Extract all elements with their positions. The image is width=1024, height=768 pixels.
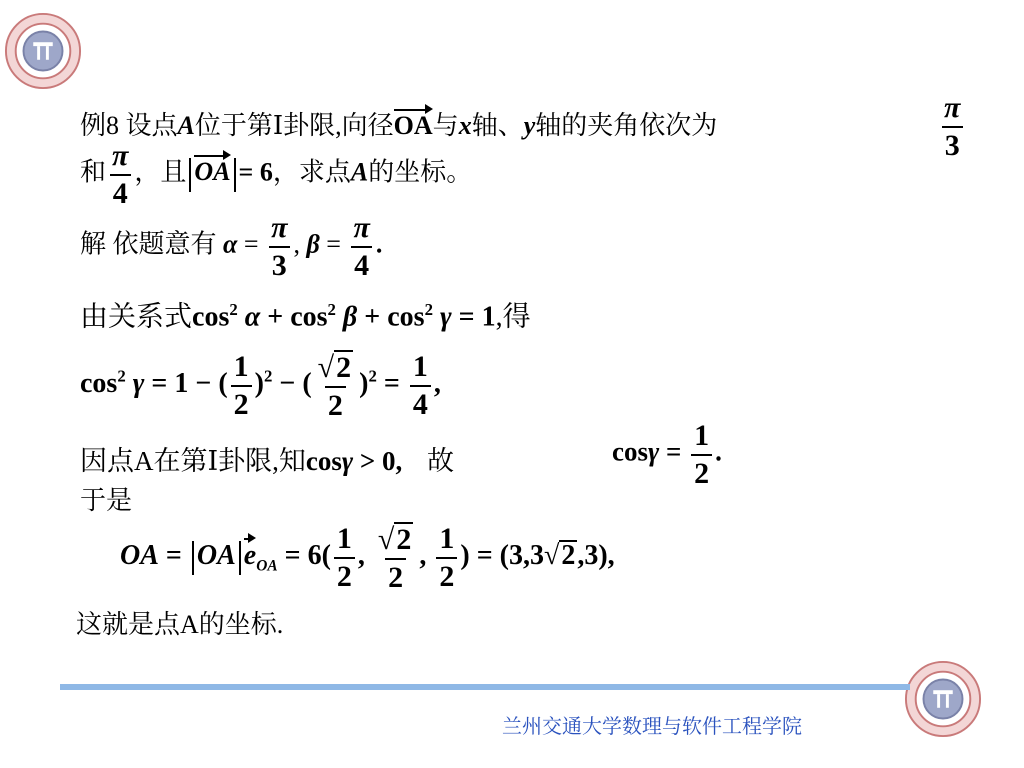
solution-label: 解 依题意有 bbox=[80, 229, 217, 259]
example-line-1: 例8 设点A位于第Ⅰ卦限,向径OA与x轴、y轴的夹角依次为 bbox=[80, 111, 718, 140]
solution-line-2: 由关系式$\cos^2 \alpha + \cos^2 \beta + \cos^2 \gamma = 1$,得 bbox=[80, 300, 531, 333]
solution-line-4: 因点A在第Ⅰ卦限,知cosγ > 0, 故 bbox=[80, 446, 455, 476]
solution-line-6: OA = OA $e_{OA} = 6$( $\frac{1}{2}$ , $\frac{√2}{2}$ , $\frac{1}{2}$ ) = (3,3√2,3), bbox=[120, 522, 615, 594]
example-label: 例8 设点 bbox=[80, 111, 178, 140]
university-logo-footer-icon bbox=[904, 660, 982, 738]
footer-org-name: 兰州交通大学数理与软件工程学院 bbox=[502, 714, 802, 738]
vector-oa: OA bbox=[393, 111, 433, 140]
fraction-pi-over-3: $\frac{\pi}{3}$ bbox=[938, 92, 966, 161]
conclusion: 这就是点A的坐标. bbox=[76, 610, 284, 639]
footer-divider bbox=[60, 684, 910, 690]
example-line-2: 和 $\frac{\pi}{4}$ ，且 OA = 6，求点A的坐标。 bbox=[80, 139, 473, 210]
solution-line-4-result: cosγ = $\frac{1}{2}$ . bbox=[612, 419, 722, 490]
solution-line-1: 解 依题意有 α = $\frac{\pi}{3}$ , β = $\frac{\pi}{4}$ . bbox=[80, 211, 383, 282]
university-logo-icon bbox=[4, 12, 82, 90]
solution-line-3: $\cos^2 \gamma = 1$ − ( $\frac{1}{2}$ )$^2$ − ( $\frac{√2}{2}$ )$^2$ = $\frac{1}{4}$ , bbox=[80, 350, 441, 422]
solution-line-5: 于是 bbox=[80, 486, 133, 515]
